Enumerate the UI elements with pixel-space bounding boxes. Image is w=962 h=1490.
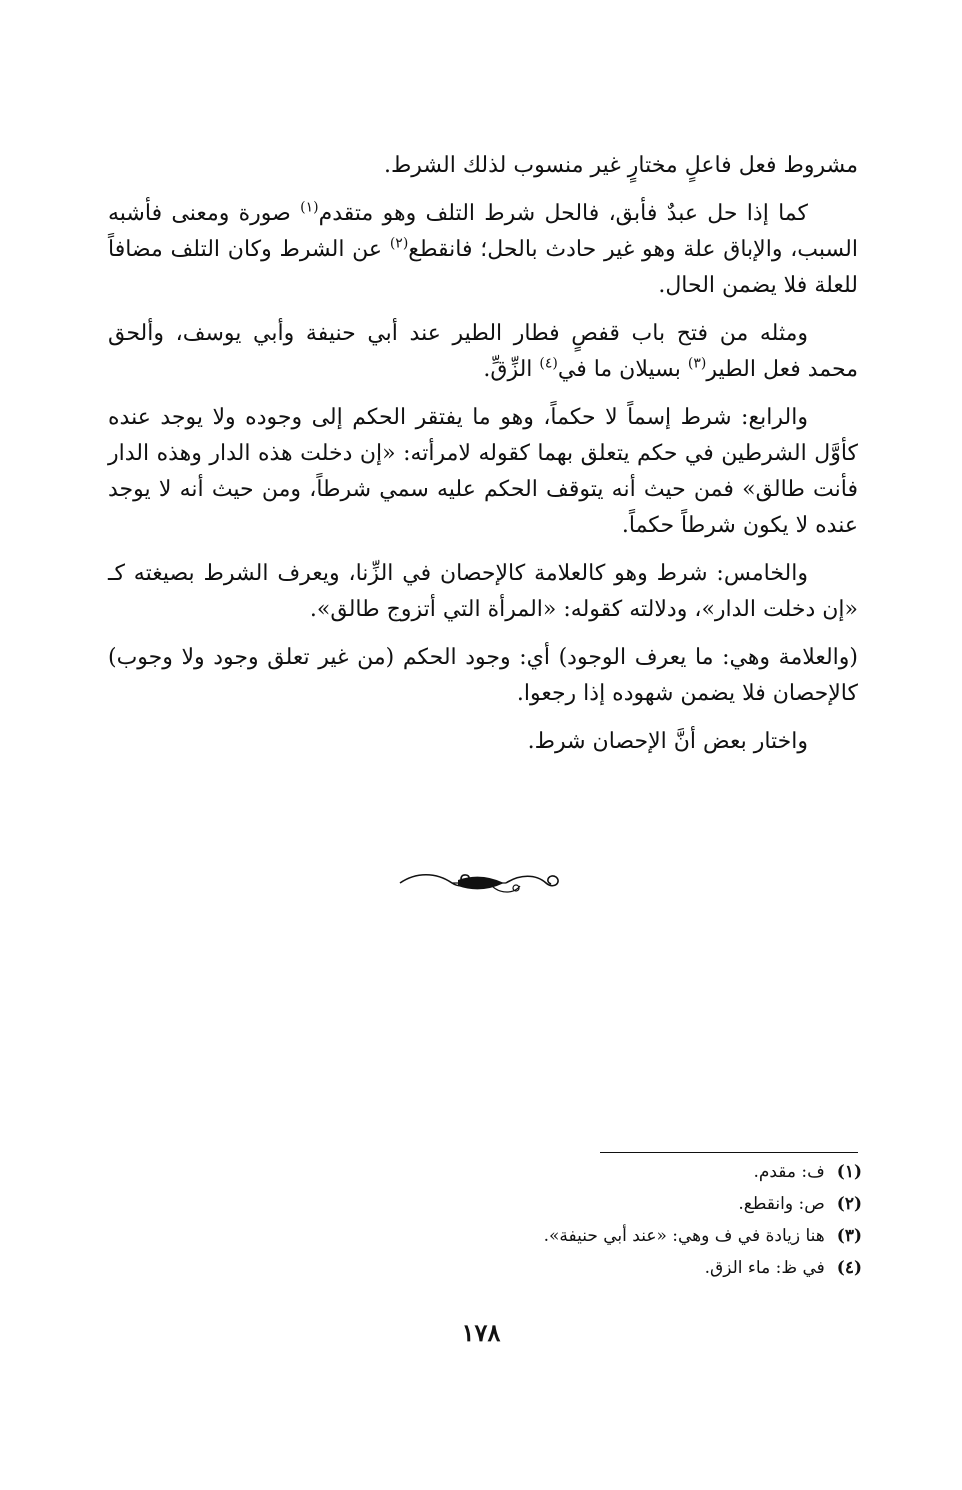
footnotes: [300, 1156, 862, 1284]
footnote-ref-1: (١): [300, 199, 319, 216]
paragraph-1-text: مشروط فعل فاعلٍ مختارٍ غير منسوب لذلك الشرط.: [383, 153, 858, 178]
paragraph-4-text: والرابع: شرط إسماً لا حكماً، وهو ما يفتقر الحكم إلى وجوده ولا يوجد عنده كأوَّل الشرطين في حكم يتعلق بهما كقوله لامرأته: «إن دخلت هذه الدار وهذه الدار فأنت طالق» فمن حيث أنه يتوقف الحكم عليه سمي شرطاً، ومن حيث أنه لا يوجد عنده لا يكون شرطاً حكماً.: [108, 405, 858, 538]
footnote-number: (٢): [836, 1194, 862, 1214]
paragraph-7-text: واختار بعض أنَّ الإحصان شرط.: [527, 729, 808, 754]
paragraph-3-text-c: الزِّقِّ.: [483, 357, 540, 382]
footnote-text: ف: مقدم.: [753, 1162, 825, 1182]
paragraph-2: [108, 196, 858, 304]
footnote-text: ص: وانقطع.: [738, 1194, 825, 1214]
footnote-ref-4: (٤): [539, 355, 558, 372]
footnote-2: [300, 1188, 862, 1220]
paragraph-3: [108, 316, 858, 388]
paragraph-5-text: والخامس: شرط وهو كالعلامة كالإحصان في الزِّنا، ويعرف الشرط بصيغته كـ «إن دخلت الدار»، ودلالته كقوله: «المرأة التي أتزوج طالق».: [108, 561, 858, 622]
paragraph-2-text-c: عن الشرط وكان التلف مضافاً للعلة فلا يضمن الحال.: [108, 237, 858, 298]
decorative-flourish-icon: [396, 866, 566, 900]
paragraph-1: [108, 148, 858, 184]
footnote-1: [300, 1156, 862, 1188]
footnote-4: [300, 1252, 862, 1284]
footnote-number: (١): [836, 1162, 862, 1182]
footnote-text: هنا زيادة في ف وهي: «عند أبي حنيفة».: [543, 1226, 825, 1246]
paragraph-2-text-a: كما إذا حل عبدٌ فأبق، فالحل شرط التلف وهو متقدم: [318, 201, 808, 226]
footnote-number: (٤): [836, 1258, 862, 1278]
paragraph-6: [108, 640, 858, 712]
paragraph-4: [108, 400, 858, 544]
footnote-text: في ظ: ماء الزق.: [704, 1258, 825, 1278]
paragraph-5: [108, 556, 858, 628]
footnote-3: [300, 1220, 862, 1252]
paragraph-2-text-b: صورة ومعنى فأشبه السبب، والإباق علة وهو غير حادث بالحل؛ فانقطع: [108, 201, 858, 262]
paragraph-3-text-b: بسيلان ما في: [557, 357, 688, 382]
footnote-ref-2: (٢): [389, 235, 409, 252]
footnote-separator: [600, 1152, 858, 1153]
paragraph-7: [108, 724, 858, 760]
footnote-ref-3: (٣): [687, 355, 707, 372]
page-number: ١٧٨: [461, 1318, 501, 1347]
paragraph-3-text-a: ومثله من فتح باب قفصٍ فطار الطير عند أبي حنيفة وأبي يوسف، وألحق محمد فعل الطير: [108, 321, 858, 382]
main-text: [108, 148, 858, 772]
footnote-number: (٣): [836, 1226, 862, 1246]
paragraph-6-text: (والعلامة وهي: ما يعرف الوجود) أي: وجود الحكم (من غير تعلق وجود ولا وجوب) كالإحصان فلا يضمن شهوده إذا رجعوا.: [108, 645, 858, 706]
